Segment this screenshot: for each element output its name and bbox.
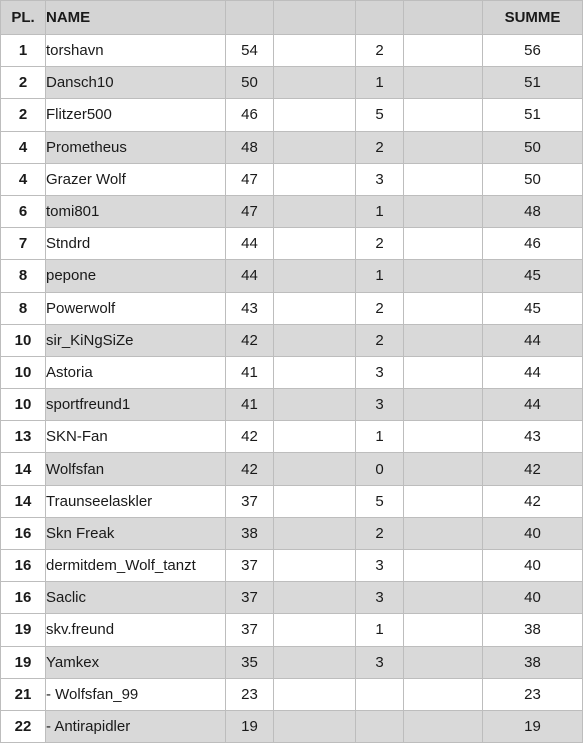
empty-cell [404, 67, 483, 99]
name-cell: Skn Freak [46, 517, 226, 549]
points-b-cell: 3 [356, 550, 404, 582]
name-cell: skv.freund [46, 614, 226, 646]
name-cell: Grazer Wolf [46, 163, 226, 195]
place-cell: 8 [1, 292, 46, 324]
header-name: NAME [46, 1, 226, 35]
name-cell: sportfreund1 [46, 389, 226, 421]
points-a-cell: 47 [226, 163, 274, 195]
empty-cell [274, 324, 356, 356]
place-cell: 22 [1, 710, 46, 742]
points-b-cell: 5 [356, 485, 404, 517]
table-row [1, 485, 583, 517]
empty-cell [274, 260, 356, 292]
sum-cell: 38 [483, 614, 583, 646]
empty-cell [274, 550, 356, 582]
table-row [1, 389, 583, 421]
table-row [1, 195, 583, 227]
points-a-cell: 42 [226, 421, 274, 453]
header-col6 [404, 1, 483, 35]
sum-cell: 45 [483, 260, 583, 292]
empty-cell [404, 517, 483, 549]
points-a-cell: 23 [226, 678, 274, 710]
sum-cell: 50 [483, 163, 583, 195]
points-b-cell: 2 [356, 131, 404, 163]
table-row [1, 550, 583, 582]
empty-cell [274, 389, 356, 421]
name-cell: Dansch10 [46, 67, 226, 99]
sum-cell: 46 [483, 228, 583, 260]
place-cell: 10 [1, 389, 46, 421]
points-b-cell: 2 [356, 292, 404, 324]
table-row [1, 228, 583, 260]
empty-cell [404, 356, 483, 388]
points-a-cell: 37 [226, 485, 274, 517]
empty-cell [274, 35, 356, 67]
empty-cell [404, 614, 483, 646]
table-row [1, 131, 583, 163]
header-place: PL. [1, 1, 46, 35]
points-b-cell [356, 710, 404, 742]
sum-cell: 23 [483, 678, 583, 710]
empty-cell [404, 35, 483, 67]
points-a-cell: 47 [226, 195, 274, 227]
name-cell: pepone [46, 260, 226, 292]
empty-cell [274, 710, 356, 742]
name-cell: torshavn [46, 35, 226, 67]
place-cell: 19 [1, 614, 46, 646]
points-a-cell: 42 [226, 324, 274, 356]
place-cell: 10 [1, 324, 46, 356]
empty-cell [274, 582, 356, 614]
name-cell: sir_KiNgSiZe [46, 324, 226, 356]
name-cell: Wolfsfan [46, 453, 226, 485]
empty-cell [274, 228, 356, 260]
place-cell: 13 [1, 421, 46, 453]
empty-cell [404, 195, 483, 227]
empty-cell [404, 582, 483, 614]
sum-cell: 40 [483, 550, 583, 582]
table-row [1, 324, 583, 356]
points-a-cell: 41 [226, 389, 274, 421]
place-cell: 21 [1, 678, 46, 710]
points-b-cell: 3 [356, 582, 404, 614]
empty-cell [274, 67, 356, 99]
name-cell: Flitzer500 [46, 99, 226, 131]
sum-cell: 40 [483, 582, 583, 614]
table-row [1, 99, 583, 131]
place-cell: 1 [1, 35, 46, 67]
empty-cell [274, 195, 356, 227]
empty-cell [404, 678, 483, 710]
name-cell: Powerwolf [46, 292, 226, 324]
empty-cell [404, 710, 483, 742]
empty-cell [404, 485, 483, 517]
points-b-cell: 2 [356, 517, 404, 549]
points-b-cell: 1 [356, 421, 404, 453]
place-cell: 16 [1, 517, 46, 549]
empty-cell [404, 453, 483, 485]
sum-cell: 50 [483, 131, 583, 163]
name-cell: - Antirapidler [46, 710, 226, 742]
name-cell: Yamkex [46, 646, 226, 678]
place-cell: 4 [1, 131, 46, 163]
empty-cell [274, 678, 356, 710]
name-cell: Astoria [46, 356, 226, 388]
points-b-cell: 3 [356, 646, 404, 678]
points-b-cell [356, 678, 404, 710]
empty-cell [274, 292, 356, 324]
sum-cell: 45 [483, 292, 583, 324]
points-b-cell: 5 [356, 99, 404, 131]
points-a-cell: 46 [226, 99, 274, 131]
place-cell: 14 [1, 453, 46, 485]
empty-cell [274, 453, 356, 485]
place-cell: 14 [1, 485, 46, 517]
empty-cell [404, 292, 483, 324]
empty-cell [274, 131, 356, 163]
empty-cell [404, 99, 483, 131]
points-b-cell: 1 [356, 614, 404, 646]
empty-cell [404, 389, 483, 421]
table-row [1, 421, 583, 453]
place-cell: 2 [1, 99, 46, 131]
points-a-cell: 50 [226, 67, 274, 99]
name-cell: - Wolfsfan_99 [46, 678, 226, 710]
table-row [1, 292, 583, 324]
name-cell: Prometheus [46, 131, 226, 163]
table-row [1, 453, 583, 485]
name-cell: SKN-Fan [46, 421, 226, 453]
sum-cell: 44 [483, 356, 583, 388]
name-cell: tomi801 [46, 195, 226, 227]
points-a-cell: 54 [226, 35, 274, 67]
name-cell: Saclic [46, 582, 226, 614]
table-row [1, 356, 583, 388]
points-a-cell: 38 [226, 517, 274, 549]
empty-cell [274, 356, 356, 388]
sum-cell: 38 [483, 646, 583, 678]
empty-cell [404, 260, 483, 292]
sum-cell: 44 [483, 389, 583, 421]
points-b-cell: 3 [356, 356, 404, 388]
sum-cell: 48 [483, 195, 583, 227]
sum-cell: 44 [483, 324, 583, 356]
points-a-cell: 44 [226, 260, 274, 292]
place-cell: 16 [1, 582, 46, 614]
points-a-cell: 44 [226, 228, 274, 260]
place-cell: 16 [1, 550, 46, 582]
table-row [1, 582, 583, 614]
empty-cell [274, 421, 356, 453]
empty-cell [404, 163, 483, 195]
sum-cell: 40 [483, 517, 583, 549]
sum-cell: 19 [483, 710, 583, 742]
points-a-cell: 37 [226, 582, 274, 614]
sum-cell: 51 [483, 67, 583, 99]
sum-cell: 43 [483, 421, 583, 453]
points-b-cell: 2 [356, 228, 404, 260]
empty-cell [404, 646, 483, 678]
points-a-cell: 41 [226, 356, 274, 388]
table-row [1, 646, 583, 678]
name-cell: dermitdem_Wolf_tanzt [46, 550, 226, 582]
points-a-cell: 37 [226, 550, 274, 582]
empty-cell [404, 324, 483, 356]
points-b-cell: 1 [356, 260, 404, 292]
points-b-cell: 1 [356, 195, 404, 227]
table-row [1, 517, 583, 549]
empty-cell [274, 163, 356, 195]
empty-cell [404, 131, 483, 163]
points-a-cell: 37 [226, 614, 274, 646]
name-cell: Stndrd [46, 228, 226, 260]
empty-cell [404, 228, 483, 260]
points-a-cell: 42 [226, 453, 274, 485]
table-row [1, 67, 583, 99]
place-cell: 6 [1, 195, 46, 227]
points-b-cell: 3 [356, 389, 404, 421]
place-cell: 2 [1, 67, 46, 99]
empty-cell [274, 517, 356, 549]
sum-cell: 51 [483, 99, 583, 131]
empty-cell [274, 485, 356, 517]
place-cell: 7 [1, 228, 46, 260]
empty-cell [404, 550, 483, 582]
header-sum: SUMME [483, 1, 583, 35]
place-cell: 19 [1, 646, 46, 678]
place-cell: 4 [1, 163, 46, 195]
sum-cell: 56 [483, 35, 583, 67]
place-cell: 10 [1, 356, 46, 388]
table-row [1, 710, 583, 742]
sum-cell: 42 [483, 485, 583, 517]
empty-cell [404, 421, 483, 453]
table-row [1, 614, 583, 646]
points-b-cell: 2 [356, 35, 404, 67]
points-b-cell: 0 [356, 453, 404, 485]
points-a-cell: 43 [226, 292, 274, 324]
table-row [1, 163, 583, 195]
empty-cell [274, 646, 356, 678]
points-a-cell: 35 [226, 646, 274, 678]
points-b-cell: 3 [356, 163, 404, 195]
table-row [1, 260, 583, 292]
points-b-cell: 2 [356, 324, 404, 356]
place-cell: 8 [1, 260, 46, 292]
name-cell: Traunseelaskler [46, 485, 226, 517]
header-col5 [356, 1, 404, 35]
points-a-cell: 19 [226, 710, 274, 742]
header-row [1, 1, 583, 35]
table-row [1, 35, 583, 67]
empty-cell [274, 99, 356, 131]
header-col4 [274, 1, 356, 35]
table-row [1, 678, 583, 710]
header-col3 [226, 1, 274, 35]
empty-cell [274, 614, 356, 646]
points-a-cell: 48 [226, 131, 274, 163]
sum-cell: 42 [483, 453, 583, 485]
points-b-cell: 1 [356, 67, 404, 99]
